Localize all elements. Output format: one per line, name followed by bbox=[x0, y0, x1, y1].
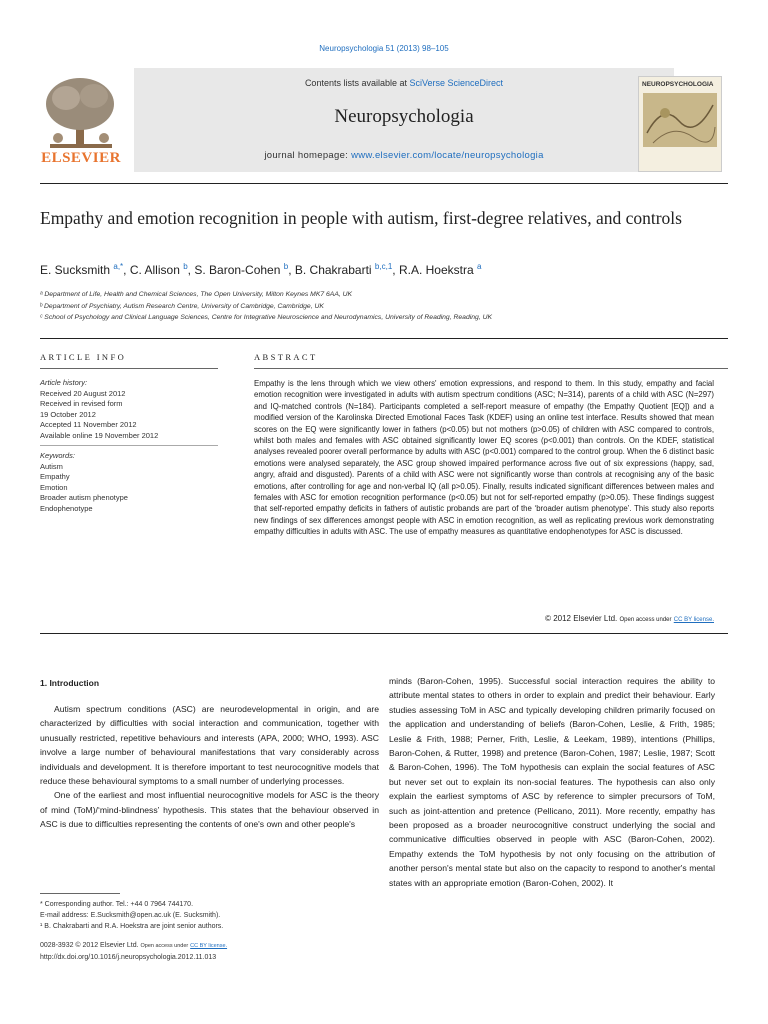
contents-prefix: Contents lists available at bbox=[304, 78, 410, 88]
article-info bbox=[40, 378, 218, 514]
keyword[interactable]: Empathy bbox=[40, 472, 70, 481]
footnote-corresponding: * Corresponding author. Tel.: +44 0 7964 744170. bbox=[40, 901, 194, 908]
cover-title: NEUROPSYCHOLOGIA bbox=[642, 81, 714, 88]
homepage-line bbox=[134, 150, 674, 161]
article-info-heading: ARTICLE INFO bbox=[40, 352, 127, 362]
publisher-name: ELSEVIER bbox=[41, 150, 121, 166]
homepage-link[interactable]: www.elsevier.com/locate/neuropsychologia bbox=[351, 150, 544, 161]
header-box bbox=[134, 68, 674, 172]
contents-line bbox=[134, 78, 674, 88]
footnote-rule bbox=[40, 893, 120, 894]
body-column-left bbox=[40, 702, 379, 832]
cover-artwork bbox=[643, 93, 717, 147]
author[interactable]: C. Allison $^b$ bbox=[129, 262, 188, 277]
journal-cover-image bbox=[638, 76, 722, 172]
abstract-end-rule bbox=[40, 633, 728, 634]
affiliations bbox=[40, 289, 730, 324]
sciencedirect-link[interactable]: SciVerse ScienceDirect bbox=[409, 78, 504, 88]
keyword[interactable]: Endophenotype bbox=[40, 503, 93, 513]
journal-reference[interactable]: Neuropsychologia 51 (2013) 98–105 bbox=[319, 44, 449, 53]
issn-line bbox=[40, 940, 379, 952]
abstract-copyright bbox=[254, 614, 714, 623]
cc-by-license-link[interactable]: CC BY license. bbox=[673, 617, 714, 623]
history-item: Received in revised form bbox=[40, 399, 123, 408]
paragraph: Autism spectrum conditions (ASC) are neurodevelopmental in origin, and are characterized by difficulties with social interaction and communication, together with unusually restricted, repetitive behaviours and interests (APA, 2000; WHO, 1993). ASC involve a large number of behavioural manifestations that vary considerably across individuals and development. It is therefore important to test neurocognitive models that reduce these behavioural symptoms to a small number of underlying processes. bbox=[40, 704, 379, 787]
affiliation: ᵇ Department of Psychiatry, Autism Research Centre, University of Cambridge, Cambridge, UK bbox=[40, 302, 324, 310]
history-label: Article history: bbox=[40, 378, 88, 387]
history-item: Accepted 11 November 2012 bbox=[40, 420, 137, 429]
doi-link[interactable]: http://dx.doi.org/10.1016/j.neuropsychologia.2012.11.013 bbox=[40, 954, 217, 961]
issn-text: 0028-3932 © 2012 Elsevier Ltd. bbox=[40, 942, 139, 949]
affiliation-rule bbox=[40, 338, 728, 339]
section-heading-introduction: 1. Introduction bbox=[40, 678, 100, 688]
footnote-email[interactable]: E-mail address: E.Sucksmith@open.ac.uk (E. Sucksmith). bbox=[40, 912, 221, 919]
copyright-text: © 2012 Elsevier Ltd. bbox=[545, 614, 618, 623]
author-list: E. Sucksmith $^{a,*}$, C. Allison $^b$, S. Baron-Cohen $^b$, B. Chakrabarti $^{b,c,1}$, R.A. Hoekstra $^a$ bbox=[40, 262, 482, 277]
journal-name: Neuropsychologia bbox=[334, 106, 474, 127]
author[interactable]: E. Sucksmith $^{a,*}$ bbox=[40, 262, 124, 277]
article-title: Empathy and emotion recognition in people with autism, first-degree relatives, and controls bbox=[40, 208, 682, 228]
footnotes bbox=[40, 899, 379, 932]
header-rule bbox=[40, 183, 728, 184]
keyword[interactable]: Emotion bbox=[40, 482, 68, 492]
footnote-joint-authors: ¹ B. Chakrabarti and R.A. Hoekstra are joint senior authors. bbox=[40, 923, 224, 930]
affiliation: ᶜ School of Psychology and Clinical Language Sciences, Centre for Integrative Neuroscience and Neurodynamics, University of Reading, Reading, UK bbox=[40, 314, 493, 321]
open-access-text: Open access under bbox=[619, 617, 672, 623]
abstract-heading: ABSTRACT bbox=[254, 352, 318, 362]
journal-header bbox=[40, 68, 728, 176]
keyword[interactable]: Autism bbox=[40, 461, 63, 471]
issn-doi-block bbox=[40, 940, 379, 963]
history-item: Available online 19 November 2012 bbox=[40, 430, 159, 440]
author[interactable]: S. Baron-Cohen $^b$ bbox=[194, 262, 289, 277]
author[interactable]: B. Chakrabarti $^{b,c,1}$ bbox=[294, 262, 393, 277]
history-item: Received 20 August 2012 bbox=[40, 388, 126, 398]
author[interactable]: R.A. Hoekstra $^a$ bbox=[398, 262, 482, 277]
abstract-rule bbox=[254, 368, 728, 369]
body-column-right bbox=[389, 674, 715, 890]
keyword[interactable]: Broader autism phenotype bbox=[40, 493, 128, 502]
cc-by-license-link[interactable]: CC BY license. bbox=[190, 943, 228, 949]
article-info-rule bbox=[40, 368, 218, 369]
paragraph: One of the earliest and most influential neurocognitive models for ASC is the theory of mind (ToM)/‘mind-blindness’ hypothesis. This states that the behaviour observed in ASC is due to difficulties representing the contents of one's own and other people's bbox=[40, 790, 379, 830]
paragraph: minds (Baron-Cohen, 1995). Successful social interaction requires the ability to attribute mental states to others in order to explain and predict their behaviour. Early studies assessing ToM in ASC and typically developing children primarily focused on the application and understanding of beliefs (Baron-Cohen, Leslie, & Frith, 1985; Leslie & Frith, 1988; Perner, Frith, Leslie, & Leekam, 1989), intentions (Phillips, Baron-Cohen, & Rutter, 1998) and pretence (Baron-Cohen, 1987; Leslie, 1987; Scott & Baron-Cohen, 1996). The ToM hypothesis can explain the social features of ASC but never set out to explain its non-social features. The hypothesis can also only explain the earliest symptoms of ASC by reference to simpler precursors of ToM, such as joint-attention and pretence (Pellicano, 2011). More recently, empathy has been proposed as a broader neurocognitive construct underlying the social and communicative difficulties observed in people with ASC (Baron-Cohen, 2002). Empathy extends the ToM hypothesis by not only focusing on the attribution of another person's mental state but also on the capacity to respond to another's mental states with an appropriate emotion (Baron-Cohen, 2002). It bbox=[389, 676, 715, 888]
homepage-prefix: journal homepage: bbox=[264, 150, 352, 161]
affiliation: ᵃ Department of Life, Health and Chemical Sciences, The Open University, Milton Keynes MK7 6AA, UK bbox=[40, 291, 353, 298]
history-item: 19 October 2012 bbox=[40, 409, 96, 419]
info-divider bbox=[40, 445, 218, 446]
open-access-text: Open access under bbox=[140, 943, 189, 949]
abstract-text: Empathy is the lens through which we view others' emotion expressions, and respond to them. In this study, empathy and facial emotion recognition were investigated in adults with autism spectrum conditions (ASC; N=314), parents of a child with ASC (N=297) and IQ-matched controls (N=184). Participants completed a self-report measure of empathy (the Empathy Quotient [EQ]) and a modified version of the Karolinska Directed Emotional Faces Task (KDEF) using an online test interface. Results showed that mean scores on the EQ were significantly lower in fathers (p<0.05) but not mothers (p>0.05) of children with ASC compared to controls, whilst both males and females with ASC obtained significantly lower EQ scores (p<0.001) than controls. On the KDEF, statistical analyses revealed poorer overall performance by adults with ASC (p<0.001) compared to the control group. When the 6 distinct basic emotions were analysed separately, the ASC group showed impaired performance across five out of six expressions (happy, sad, angry, afraid and disgusted). Parents of a child with ASC were not significantly worse than controls at recognising any of the basic emotions, after controlling for age and non-verbal IQ (all p>0.05). Finally, results indicated significant differences between males and females with ASC for emotion recognition performance (p<0.05) but not for self-reported empathy (p>0.05). These findings suggest that self-reported empathy deficits in fathers of autistic probands are part of the ‘broader autism phenotype’. This study also reports new findings of sex differences amongst people with ASC in emotion recognition, as well as replicating previous work demonstrating empathy difficulties in adults with ASC. The use of empathy measures as quantitative endophenotypes for ASC is discussed. bbox=[254, 379, 714, 537]
keywords-label: Keywords: bbox=[40, 451, 76, 460]
